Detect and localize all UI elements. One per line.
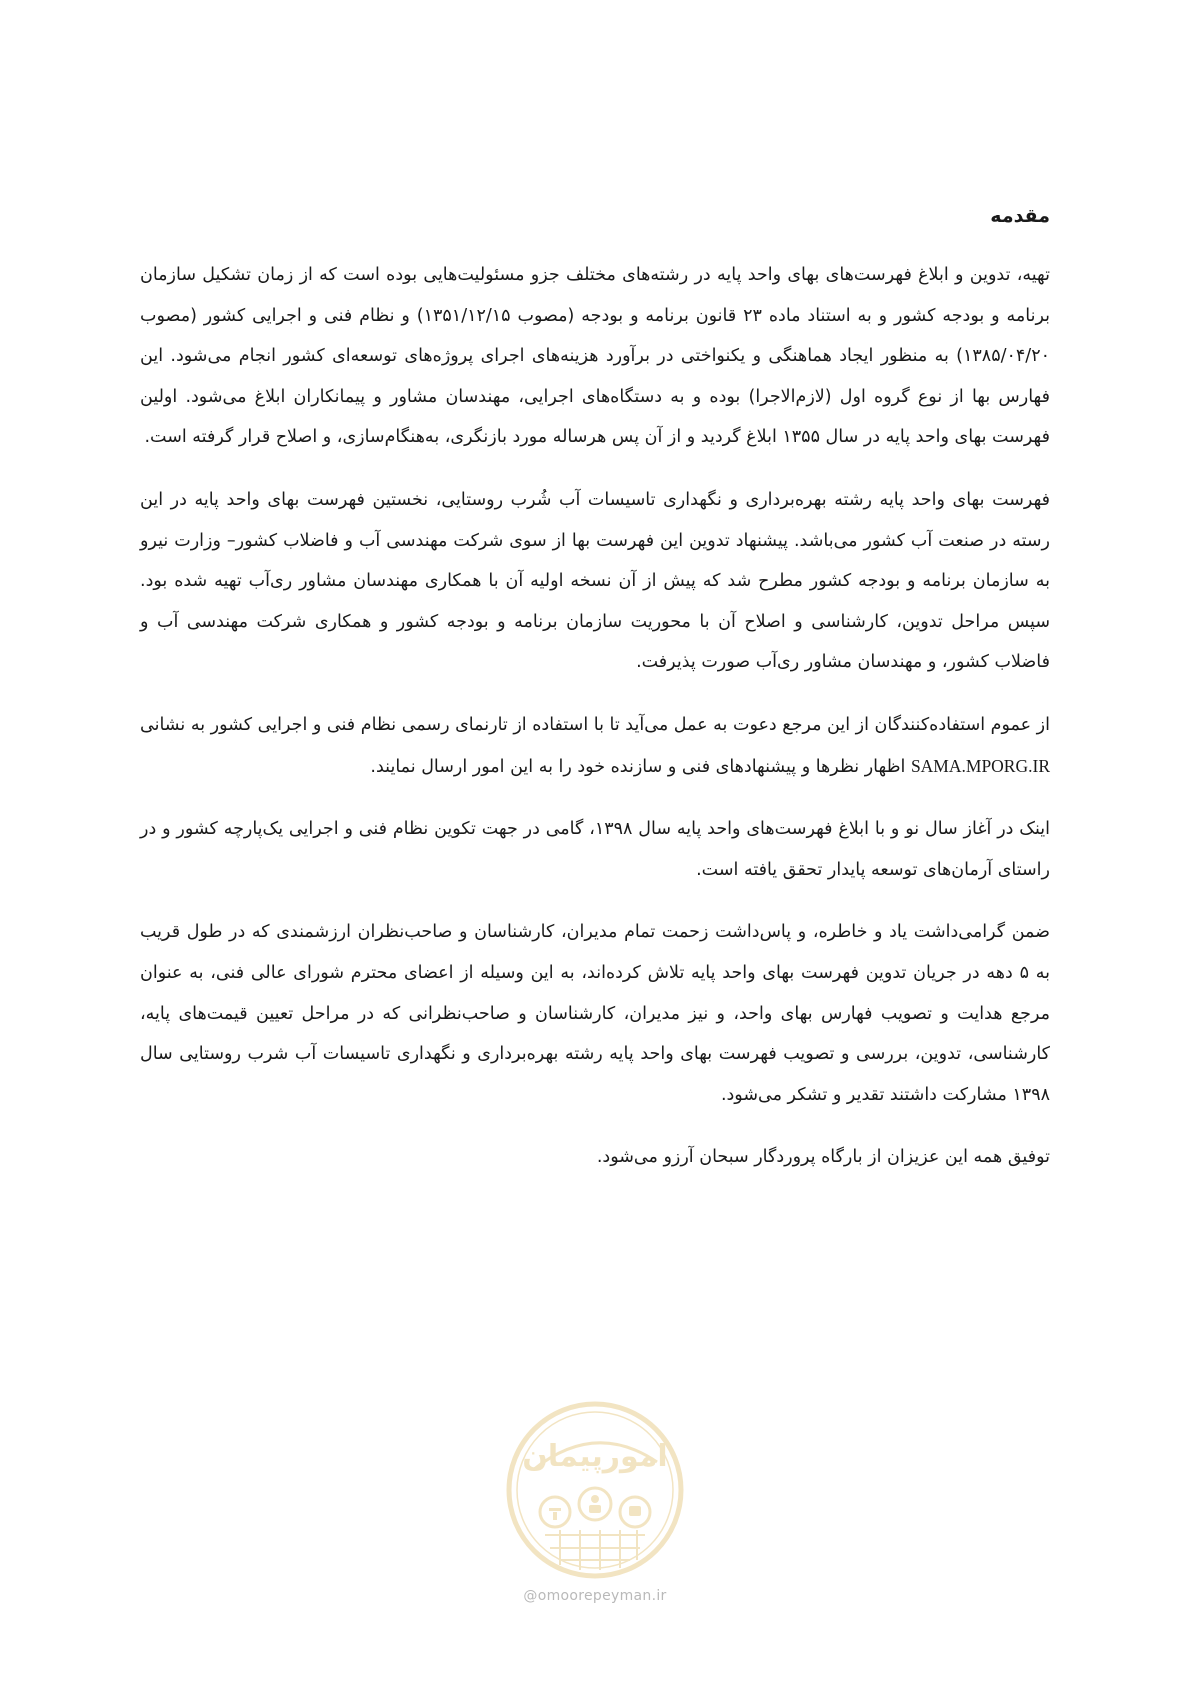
watermark-logo-text: امورپیمان [522,1439,668,1474]
watermark-url: @omoorepeyman.ir [523,1588,667,1604]
document-body [140,205,1050,1178]
paragraph-closing: توفیق همه این عزیزان از بارگاه پروردگار سبحان آرزو می‌شود. [596,1147,1050,1168]
paragraph-water-pricelist: فهرست بهای واحد پایه رشته بهره‌برداری و نگهداری تاسیسات آب شُرب روستایی، نخستین فهرست بهای واحد پایه در این رسته در صنعت آب کشور می‌باشد. پیشنهاد تدوین این فهرست بها از سوی شرکت مهندسی آب و فاضلاب کشور– وزارت نیرو به سازمان برنامه و بودجه کشور مطرح شد که پیش از آن نسخه اولیه آن با همکاری مهندسان مشاور ری‌آب تهیه شده بود. سپس مراحل تدوین، کارشناسی و اصلاح آن با محوریت سازمان برنامه و بودجه کشور و همکاری شرکت مهندسی آب و فاضلاب کشور، و مهندسان مشاور ری‌آب صورت پذیرفت. [140,489,1050,673]
website-link[interactable]: SAMA.MPORG.IR [910,755,1050,776]
document-title: مقدمه [990,205,1050,227]
paragraph-feedback [140,705,1050,787]
feedback-text-after: اظهار نظرها و پیشنهادهای فنی و سازنده خود را به این امور ارسال نمایند. [370,756,911,777]
paragraph-new-year: اینک در آغاز سال نو و با ابلاغ فهرست‌های واحد پایه سال ۱۳۹۸، گامی در جهت تکوین نظام فنی و اجرایی یک‌پارچه کشور و در راستای آرمان‌های توسعه پایدار تحقق یافته است. [140,819,1050,880]
paragraph-intro: تهیه، تدوین و ابلاغ فهرست‌های بهای واحد پایه در رشته‌های مختلف جزو مسئولیت‌هایی بوده است که از زمان تشکیل سازمان برنامه و بودجه کشور و به استناد ماده ۲۳ قانون برنامه و بودجه (مصوب ۱۳۵۱/۱۲/۱۵) و نظام فنی و اجرایی کشور (مصوب ۱۳۸۵/۰۴/۲۰) به منظور ایجاد هماهنگی و یکنواختی در برآورد هزینه‌های اجرای پروژه‌های توسعه‌ای کشور انجام می‌شود. این فهارس بها از نوع گروه اول (لازم‌الاجرا) بوده و به دستگاه‌های اجرایی، مهندسان مشاور و پیمانکاران ابلاغ می‌شود. اولین فهرست بهای واحد پایه در سال ۱۳۵۵ ابلاغ گردید و از آن پس هرساله مورد بازنگری، به‌هنگام‌سازی، و اصلاح قرار گرفته است. [140,265,1050,448]
paragraph-acknowledgement: ضمن گرامی‌داشت یاد و خاطره، و پاس‌داشت زحمت تمام مدیران، کارشناسان و صاحب‌نظران ارزشمندی که در طول قریب به ۵ دهه در جریان تدوین فهرست بهای واحد پایه تلاش کرده‌اند، به این وسیله از اعضای محترم شورای عالی فنی، به عنوان مرجع هدایت و تصویب فهارس بهای واحد، و نیز مدیران، کارشناسان و صاحب‌نظرانی که در مراحل تعیین قیمت‌های پایه، کارشناسی، تدوین، بررسی و تصویب فهرست بهای واحد پایه رشته بهره‌برداری و نگهداری تاسیسات آب شرب روستایی سال ۱۳۹۸ مشارکت داشتند تقدیر و تشکر می‌شود. [140,922,1050,1105]
watermark-logo [505,1400,685,1580]
feedback-text-before: از عموم استفاده‌کنندگان از این مرجع دعوت به عمل می‌آید تا با استفاده از تارنمای رسمی نظام فنی و اجرایی کشور به نشانی [140,714,1050,735]
